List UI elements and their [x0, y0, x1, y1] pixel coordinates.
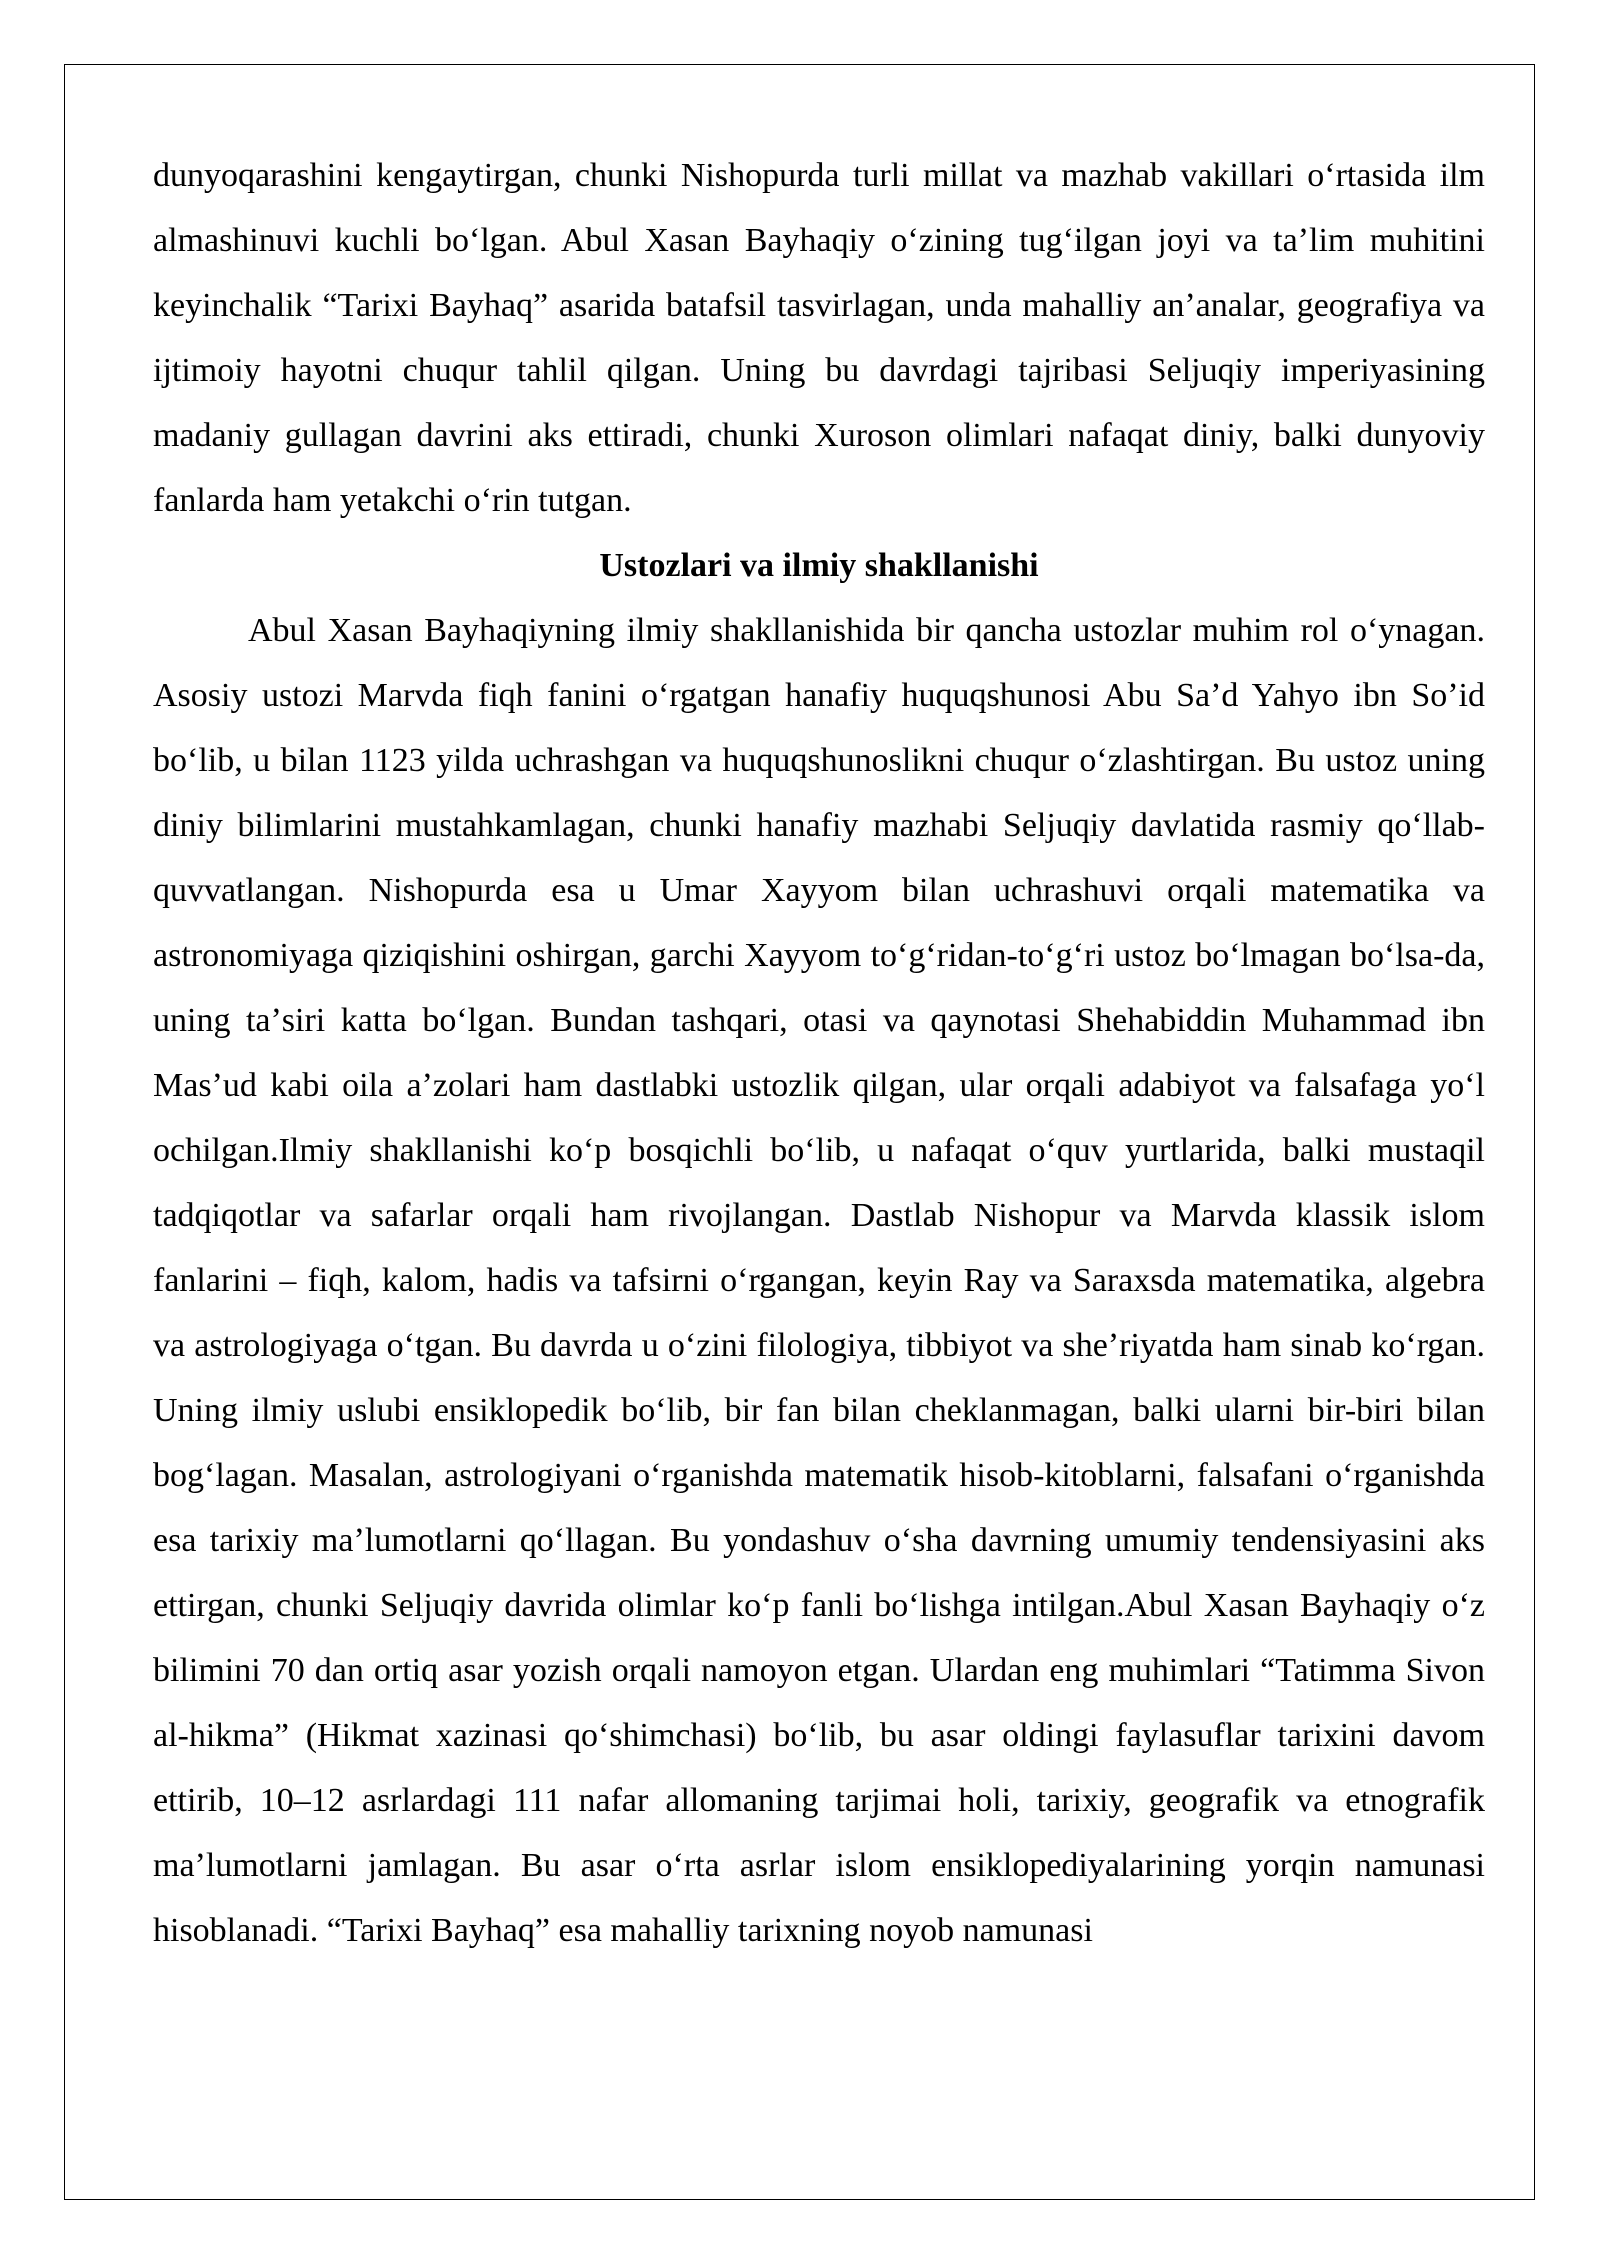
document-body	[153, 143, 1485, 1963]
paragraph-teachers: Abul Xasan Bayhaqiyning ilmiy shakllanishida bir qancha ustozlar muhim rol oʻynagan. Asosiy ustozi Marvda fiqh fanini oʻrgatgan hanafiy huquqshunosi Abu Saʼd Yahyo ibn Soʼid boʻlib, u bilan 1123 yilda uchrashgan va huquqshunoslikni chuqur oʻzlashtirgan. Bu ustoz uning diniy bilimlarini mustahkamlagan, chunki hanafiy mazhabi Seljuqiy davlatida rasmiy qoʻllab-quvvatlangan. Nishopurda esa u Umar Xayyom bilan uchrashuvi orqali matematika va astronomiyaga qiziqishini oshirgan, garchi Xayyom toʻgʻridan-toʻgʻri ustoz boʻlmagan boʻlsa-da, uning taʼsiri katta boʻlgan. Bundan tashqari, otasi va qaynotasi Shehabiddin Muhammad ibn Masʼud kabi oila aʼzolari ham dastlabki ustozlik qilgan, ular orqali adabiyot va falsafaga yoʻl ochilgan.Ilmiy shakllanishi koʻp bosqichli boʻlib, u nafaqat oʻquv yurtlarida, balki mustaqil tadqiqotlar va safarlar orqali ham rivojlangan. Dastlab Nishopur va Marvda klassik islom fanlarini – fiqh, kalom, hadis va tafsirni oʻrgangan, keyin Ray va Saraxsda matematika, algebra va astrologiyaga oʻtgan. Bu davrda u oʻzini filologiya, tibbiyot va sheʼriyatda ham sinab koʻrgan. Uning ilmiy uslubi ensiklopedik boʻlib, bir fan bilan cheklanmagan, balki ularni bir-biri bilan bogʻlagan. Masalan, astrologiyani oʻrganishda matematik hisob-kitoblarni, falsafani oʻrganishda esa tarixiy maʼlumotlarni qoʻllagan. Bu yondashuv oʻsha davrning umumiy tendensiyasini aks ettirgan, chunki Seljuqiy davrida olimlar koʻp fanli boʻlishga intilgan.Abul Xasan Bayhaqiy oʻz bilimini 70 dan ortiq asar yozish orqali namoyon etgan. Ulardan eng muhimlari “Tatimma Sivon al-hikma” (Hikmat xazinasi qoʻshimchasi) boʻlib, bu asar oldingi faylasuflar tarixini davom ettirib, 10–12 asrlardagi 111 nafar allomaning tarjimai holi, tarixiy, geografik va etnografik maʼlumotlarni jamlagan. Bu asar oʻrta asrlar islom ensiklopediyalarining yorqin namunasi hisoblanadi. “Tarixi Bayhaq” esa mahalliy tarixning noyob namunasi	[153, 612, 1485, 1949]
paragraph-continuation: dunyoqarashini kengaytirgan, chunki Nishopurda turli millat va mazhab vakillari oʻrtasida ilm almashinuvi kuchli boʻlgan. Abul Xasan Bayhaqiy oʻzining tugʻilgan joyi va taʼlim muhitini keyinchalik “Tarixi Bayhaq” asarida batafsil tasvirlagan, unda mahalliy anʼanalar, geografiya va ijtimoiy hayotni chuqur tahlil qilgan. Uning bu davrdagi tajribasi Seljuqiy imperiyasining madaniy gullagan davrini aks ettiradi, chunki Xuroson olimlari nafaqat diniy, balki dunyoviy fanlarda ham yetakchi oʻrin tutgan.	[153, 157, 1485, 519]
section-heading: Ustozlari va ilmiy shakllanishi	[599, 547, 1039, 584]
